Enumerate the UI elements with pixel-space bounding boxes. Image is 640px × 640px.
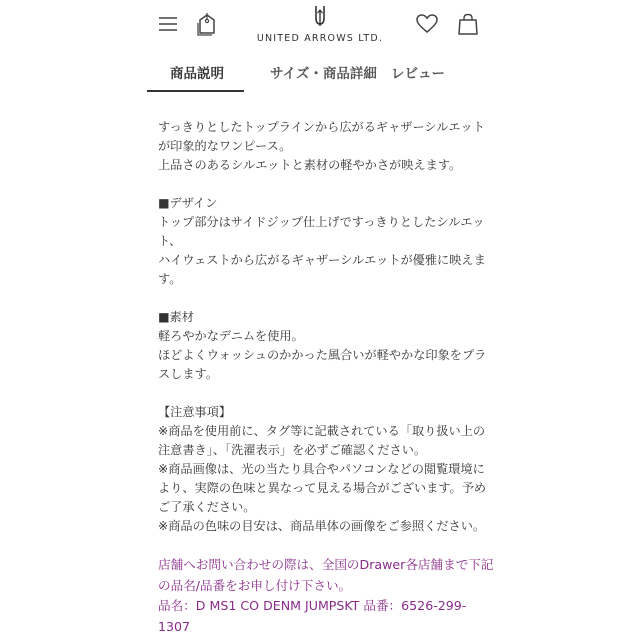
brand-logo-text: UNITED ARROWS LTD. [256, 33, 384, 44]
active-tab-indicator [147, 90, 244, 92]
design-line: ト、 [158, 234, 182, 248]
store-notice-line: 店舗へお問い合わせの際は、全国のDrawer各店舗まで下記 [158, 557, 494, 572]
design-line: ハイウェストから広がるギャザーシルエットが優雅に映えま [158, 253, 486, 267]
notes-line: ※商品画像は、光の当たり具合やパソコンなどの閲覧環境に [158, 462, 485, 476]
design-line: トップ部分はサイドジップ仕上げですっきりとしたシルエッ [158, 215, 485, 229]
notes-line: ご了承ください。 [158, 500, 256, 514]
shopping-bag-icon[interactable] [456, 12, 480, 36]
intro-line: が印象的なワンピース。 [158, 139, 292, 153]
menu-icon[interactable] [156, 12, 180, 36]
material-heading: ■素材 [158, 310, 194, 324]
material-line: 軽ろやかなデニムを使用。 [158, 329, 304, 343]
intro-line: すっきりとしたトップラインから広がるギャザーシルエット [158, 120, 485, 134]
intro-line: 上品さのあるシルエットと素材の軽やかさが映えます。 [158, 158, 462, 172]
favorite-heart-icon[interactable] [415, 12, 439, 36]
price-tag-icon[interactable] [195, 12, 219, 36]
material-line: スします。 [158, 367, 218, 381]
product-code-line: 1307 [158, 618, 191, 634]
tab-product-description[interactable]: 商品説明 [170, 66, 224, 82]
design-heading: ■デザイン [158, 196, 218, 210]
brand-arrow-mark-icon [312, 4, 328, 28]
notes-line: ※商品を使用前に、タグ等に記載されている「取り扱い上の [158, 424, 486, 438]
notes-line: より、実際の色味と異なって見える場合がございます。予め [158, 481, 487, 495]
store-inquiry-notice [158, 555, 494, 637]
notes-line: ※商品の色味の目安は、商品単体の画像をご参照ください。 [158, 519, 486, 533]
product-description [158, 118, 494, 637]
app-header [0, 0, 640, 52]
tab-reviews[interactable]: レビュー [391, 66, 445, 82]
material-line: ほどよくウォッシュのかかった風合いが軽やかな印象をプラ [158, 348, 487, 362]
tab-size-details[interactable]: サイズ・商品詳細 [270, 66, 377, 82]
product-code-line: 品名：D MS1 CO DENM JUMPSKT 品番：6526-299- [158, 598, 467, 613]
product-tabs [0, 56, 640, 92]
store-notice-line: の品名/品番をお申し付け下さい。 [158, 577, 352, 593]
brand-logo[interactable] [248, 4, 392, 44]
design-line: す。 [158, 272, 182, 286]
notes-line: 注意書き」、「洗濯表示」を必ずご確認ください。 [158, 443, 427, 457]
notes-heading: 【注意事項】 [158, 405, 232, 419]
